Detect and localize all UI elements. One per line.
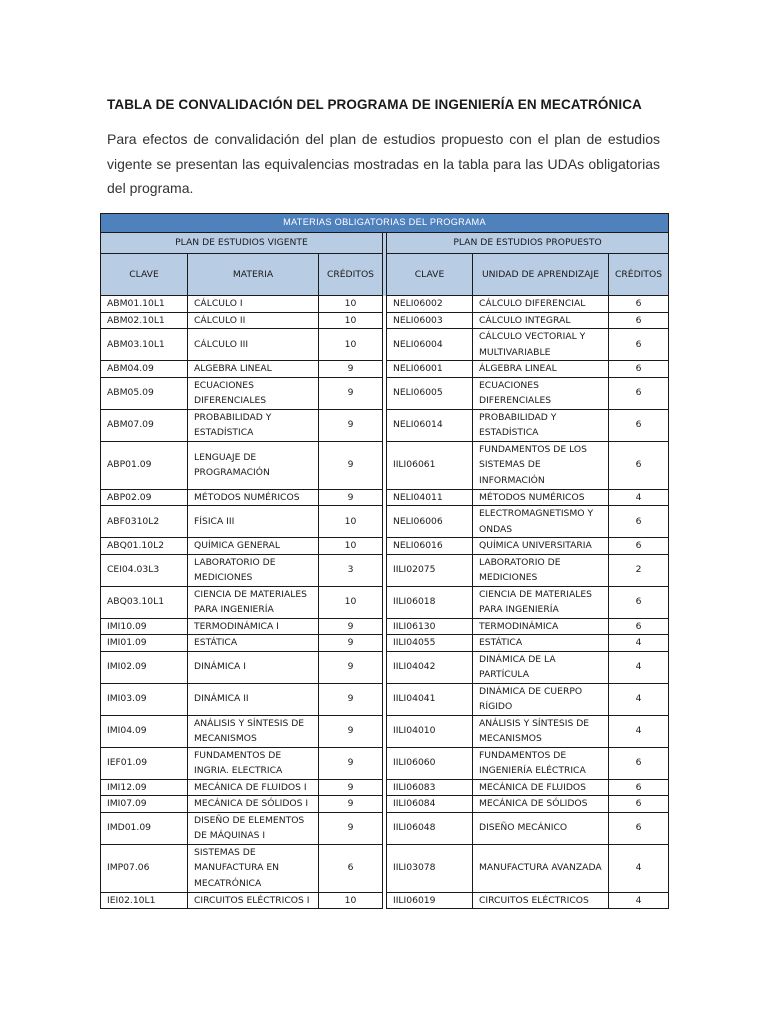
cell-creditos-vigente: 9 xyxy=(319,361,383,378)
cell-clave-vigente: IMD01.09 xyxy=(101,812,188,844)
cell-unidad: CÁLCULO INTEGRAL xyxy=(473,312,609,329)
cell-unidad: ESTÁTICA xyxy=(473,635,609,652)
cell-clave-vigente: ABQ03.10L1 xyxy=(101,586,188,618)
cell-creditos-propuesto: 6 xyxy=(609,779,669,796)
cell-creditos-vigente: 9 xyxy=(319,683,383,715)
cell-creditos-vigente: 10 xyxy=(319,586,383,618)
cell-creditos-propuesto: 6 xyxy=(609,296,669,313)
cell-materia: TERMODINÁMICA I xyxy=(188,618,319,635)
cell-materia: CÁLCULO II xyxy=(188,312,319,329)
cell-creditos-vigente: 10 xyxy=(319,538,383,555)
table-row xyxy=(101,586,669,618)
col-header-creditos-propuesto: CRÉDITOS xyxy=(609,254,669,296)
table-row xyxy=(101,312,669,329)
cell-clave-vigente: IMI03.09 xyxy=(101,683,188,715)
cell-clave-vigente: ABM03.10L1 xyxy=(101,329,188,361)
table-row xyxy=(101,296,669,313)
cell-unidad: PROBABILIDAD Y ESTADÍSTICA xyxy=(473,409,609,441)
cell-creditos-propuesto: 6 xyxy=(609,586,669,618)
cell-clave-propuesto: IILI06084 xyxy=(387,796,473,813)
cell-clave-vigente: ABM02.10L1 xyxy=(101,312,188,329)
cell-materia: ANÁLISIS Y SÍNTESIS DE MECANISMOS xyxy=(188,715,319,747)
table-row xyxy=(101,812,669,844)
cell-creditos-propuesto: 6 xyxy=(609,329,669,361)
cell-clave-propuesto: IILI04042 xyxy=(387,651,473,683)
cell-materia: MECÁNICA DE SÓLIDOS I xyxy=(188,796,319,813)
cell-materia: MECÁNICA DE FLUIDOS I xyxy=(188,779,319,796)
table-row xyxy=(101,506,669,538)
cell-creditos-vigente: 3 xyxy=(319,554,383,586)
cell-unidad: MECÁNICA DE SÓLIDOS xyxy=(473,796,609,813)
cell-clave-propuesto: NELI06004 xyxy=(387,329,473,361)
cell-creditos-propuesto: 6 xyxy=(609,361,669,378)
cell-clave-propuesto: NELI06006 xyxy=(387,506,473,538)
cell-creditos-vigente: 10 xyxy=(319,329,383,361)
cell-materia: FÍSICA III xyxy=(188,506,319,538)
cell-creditos-propuesto: 6 xyxy=(609,812,669,844)
cell-unidad: CIRCUITOS ELÉCTRICOS xyxy=(473,892,609,909)
cell-clave-propuesto: NELI06001 xyxy=(387,361,473,378)
cell-unidad: TERMODINÁMICA xyxy=(473,618,609,635)
plan-vigente-header: PLAN DE ESTUDIOS VIGENTE xyxy=(101,233,383,254)
cell-clave-vigente: IEI02.10L1 xyxy=(101,892,188,909)
cell-materia: CÁLCULO I xyxy=(188,296,319,313)
cell-unidad: CÁLCULO VECTORIAL Y MULTIVARIABLE xyxy=(473,329,609,361)
cell-materia: CIRCUITOS ELÉCTRICOS I xyxy=(188,892,319,909)
table-row xyxy=(101,796,669,813)
cell-clave-propuesto: IILI04041 xyxy=(387,683,473,715)
table-row xyxy=(101,618,669,635)
plan-propuesto-header: PLAN DE ESTUDIOS PROPUESTO xyxy=(387,233,669,254)
cell-clave-propuesto: NELI06016 xyxy=(387,538,473,555)
cell-materia: CIENCIA DE MATERIALES PARA INGENIERÍA xyxy=(188,586,319,618)
cell-clave-propuesto: IILI06083 xyxy=(387,779,473,796)
cell-clave-vigente: IMP07.06 xyxy=(101,844,188,892)
cell-creditos-propuesto: 6 xyxy=(609,409,669,441)
cell-creditos-propuesto: 4 xyxy=(609,683,669,715)
cell-creditos-vigente: 9 xyxy=(319,715,383,747)
cell-clave-vigente: IMI02.09 xyxy=(101,651,188,683)
table-row xyxy=(101,554,669,586)
cell-unidad: MÉTODOS NUMÉRICOS xyxy=(473,489,609,506)
cell-materia: ALGEBRA LINEAL xyxy=(188,361,319,378)
cell-creditos-vigente: 10 xyxy=(319,892,383,909)
cell-clave-vigente: IEF01.09 xyxy=(101,747,188,779)
cell-clave-propuesto: IILI06018 xyxy=(387,586,473,618)
cell-creditos-vigente: 9 xyxy=(319,377,383,409)
cell-creditos-propuesto: 6 xyxy=(609,312,669,329)
cell-unidad: DINÁMICA DE LA PARTÍCULA xyxy=(473,651,609,683)
table-row xyxy=(101,329,669,361)
cell-clave-propuesto: NELI06005 xyxy=(387,377,473,409)
cell-creditos-propuesto: 4 xyxy=(609,651,669,683)
cell-creditos-propuesto: 6 xyxy=(609,441,669,489)
table-caption: MATERIAS OBLIGATORIAS DEL PROGRAMA xyxy=(101,214,669,233)
cell-creditos-propuesto: 6 xyxy=(609,747,669,779)
cell-materia: MÉTODOS NUMÉRICOS xyxy=(188,489,319,506)
cell-clave-vigente: ABM01.10L1 xyxy=(101,296,188,313)
cell-clave-propuesto: IILI04010 xyxy=(387,715,473,747)
table-row xyxy=(101,892,669,909)
cell-clave-vigente: ABM04.09 xyxy=(101,361,188,378)
cell-materia: DINÁMICA I xyxy=(188,651,319,683)
cell-creditos-vigente: 9 xyxy=(319,409,383,441)
table-row xyxy=(101,683,669,715)
cell-unidad: ÁLGEBRA LINEAL xyxy=(473,361,609,378)
cell-clave-vigente: IMI04.09 xyxy=(101,715,188,747)
cell-creditos-vigente: 9 xyxy=(319,796,383,813)
col-header-creditos-vigente: CRÉDITOS xyxy=(319,254,383,296)
cell-clave-vigente: IMI10.09 xyxy=(101,618,188,635)
cell-clave-vigente: ABP01.09 xyxy=(101,441,188,489)
cell-materia: ESTÁTICA xyxy=(188,635,319,652)
cell-creditos-vigente: 9 xyxy=(319,618,383,635)
cell-materia: QUÍMICA GENERAL xyxy=(188,538,319,555)
cell-creditos-vigente: 9 xyxy=(319,747,383,779)
col-header-clave-vigente: CLAVE xyxy=(101,254,188,296)
cell-unidad: CÁLCULO DIFERENCIAL xyxy=(473,296,609,313)
table-row xyxy=(101,635,669,652)
table-row xyxy=(101,844,669,892)
col-header-clave-propuesto: CLAVE xyxy=(387,254,473,296)
cell-creditos-propuesto: 6 xyxy=(609,377,669,409)
cell-creditos-propuesto: 6 xyxy=(609,796,669,813)
cell-unidad: FUNDAMENTOS DE INGENIERÍA ELÉCTRICA xyxy=(473,747,609,779)
cell-creditos-vigente: 9 xyxy=(319,635,383,652)
cell-clave-vigente: IMI12.09 xyxy=(101,779,188,796)
cell-creditos-vigente: 10 xyxy=(319,312,383,329)
cell-clave-propuesto: NELI04011 xyxy=(387,489,473,506)
table-row xyxy=(101,538,669,555)
cell-materia: SISTEMAS DE MANUFACTURA EN MECATRÓNICA xyxy=(188,844,319,892)
cell-materia: DISEÑO DE ELEMENTOS DE MÁQUINAS I xyxy=(188,812,319,844)
cell-clave-vigente: IMI07.09 xyxy=(101,796,188,813)
cell-materia: FUNDAMENTOS DE INGRIA. ELECTRICA xyxy=(188,747,319,779)
table-row xyxy=(101,409,669,441)
cell-clave-propuesto: IILI02075 xyxy=(387,554,473,586)
cell-materia: PROBABILIDAD Y ESTADÍSTICA xyxy=(188,409,319,441)
cell-creditos-vigente: 9 xyxy=(319,489,383,506)
cell-materia: LENGUAJE DE PROGRAMACIÓN xyxy=(188,441,319,489)
cell-creditos-propuesto: 6 xyxy=(609,618,669,635)
table-row xyxy=(101,779,669,796)
cell-clave-propuesto: NELI06003 xyxy=(387,312,473,329)
cell-clave-vigente: ABP02.09 xyxy=(101,489,188,506)
cell-materia: LABORATORIO DE MEDICIONES xyxy=(188,554,319,586)
cell-materia: ECUACIONES DIFERENCIALES xyxy=(188,377,319,409)
cell-unidad: LABORATORIO DE MEDICIONES xyxy=(473,554,609,586)
cell-clave-vigente: CEI04.03L3 xyxy=(101,554,188,586)
cell-unidad: ELECTROMAGNETISMO Y ONDAS xyxy=(473,506,609,538)
table-row xyxy=(101,489,669,506)
cell-clave-vigente: ABM07.09 xyxy=(101,409,188,441)
cell-creditos-vigente: 9 xyxy=(319,779,383,796)
cell-creditos-propuesto: 6 xyxy=(609,506,669,538)
cell-clave-vigente: ABF0310L2 xyxy=(101,506,188,538)
cell-unidad: MECÁNICA DE FLUIDOS xyxy=(473,779,609,796)
cell-creditos-vigente: 10 xyxy=(319,296,383,313)
convalidation-table xyxy=(100,213,669,909)
table-row xyxy=(101,715,669,747)
cell-unidad: CIENCIA DE MATERIALES PARA INGENIERÍA xyxy=(473,586,609,618)
table-row xyxy=(101,747,669,779)
cell-clave-propuesto: IILI03078 xyxy=(387,844,473,892)
cell-clave-propuesto: IILI06130 xyxy=(387,618,473,635)
cell-unidad: MANUFACTURA AVANZADA xyxy=(473,844,609,892)
table-row xyxy=(101,377,669,409)
cell-creditos-propuesto: 4 xyxy=(609,844,669,892)
cell-unidad: QUÍMICA UNIVERSITARIA xyxy=(473,538,609,555)
col-header-materia: MATERIA xyxy=(188,254,319,296)
cell-unidad: ANÁLISIS Y SÍNTESIS DE MECANISMOS xyxy=(473,715,609,747)
cell-clave-propuesto: IILI06060 xyxy=(387,747,473,779)
cell-clave-propuesto: IILI06048 xyxy=(387,812,473,844)
cell-unidad: FUNDAMENTOS DE LOS SISTEMAS DE INFORMACIÓN xyxy=(473,441,609,489)
cell-clave-vigente: ABM05.09 xyxy=(101,377,188,409)
cell-unidad: DINÁMICA DE CUERPO RÍGIDO xyxy=(473,683,609,715)
cell-creditos-propuesto: 4 xyxy=(609,489,669,506)
cell-creditos-vigente: 9 xyxy=(319,441,383,489)
cell-materia: CÁLCULO III xyxy=(188,329,319,361)
cell-unidad: DISEÑO MECÁNICO xyxy=(473,812,609,844)
cell-creditos-vigente: 6 xyxy=(319,844,383,892)
cell-clave-vigente: IMI01.09 xyxy=(101,635,188,652)
table-row xyxy=(101,651,669,683)
cell-clave-propuesto: NELI06014 xyxy=(387,409,473,441)
table-row xyxy=(101,441,669,489)
cell-clave-vigente: ABQ01.10L2 xyxy=(101,538,188,555)
col-header-unidad: UNIDAD DE APRENDIZAJE xyxy=(473,254,609,296)
cell-creditos-propuesto: 4 xyxy=(609,892,669,909)
cell-unidad: ECUACIONES DIFERENCIALES xyxy=(473,377,609,409)
cell-creditos-vigente: 9 xyxy=(319,812,383,844)
cell-creditos-vigente: 10 xyxy=(319,506,383,538)
cell-clave-propuesto: NELI06002 xyxy=(387,296,473,313)
table-row xyxy=(101,361,669,378)
cell-materia: DINÁMICA II xyxy=(188,683,319,715)
cell-clave-propuesto: IILI04055 xyxy=(387,635,473,652)
cell-creditos-propuesto: 2 xyxy=(609,554,669,586)
cell-creditos-propuesto: 6 xyxy=(609,538,669,555)
cell-creditos-vigente: 9 xyxy=(319,651,383,683)
cell-clave-propuesto: IILI06019 xyxy=(387,892,473,909)
cell-creditos-propuesto: 4 xyxy=(609,715,669,747)
cell-clave-propuesto: IILI06061 xyxy=(387,441,473,489)
intro-paragraph: Para efectos de convalidación del plan de estudios propuesto con el plan de estudios vigente se presentan las equivalencias mostradas en la tabla para las UDAs obligatorias del programa. xyxy=(107,131,660,196)
document-title: TABLA DE CONVALIDACIÓN DEL PROGRAMA DE INGENIERÍA EN MECATRÓNICA xyxy=(107,97,642,112)
cell-creditos-propuesto: 4 xyxy=(609,635,669,652)
